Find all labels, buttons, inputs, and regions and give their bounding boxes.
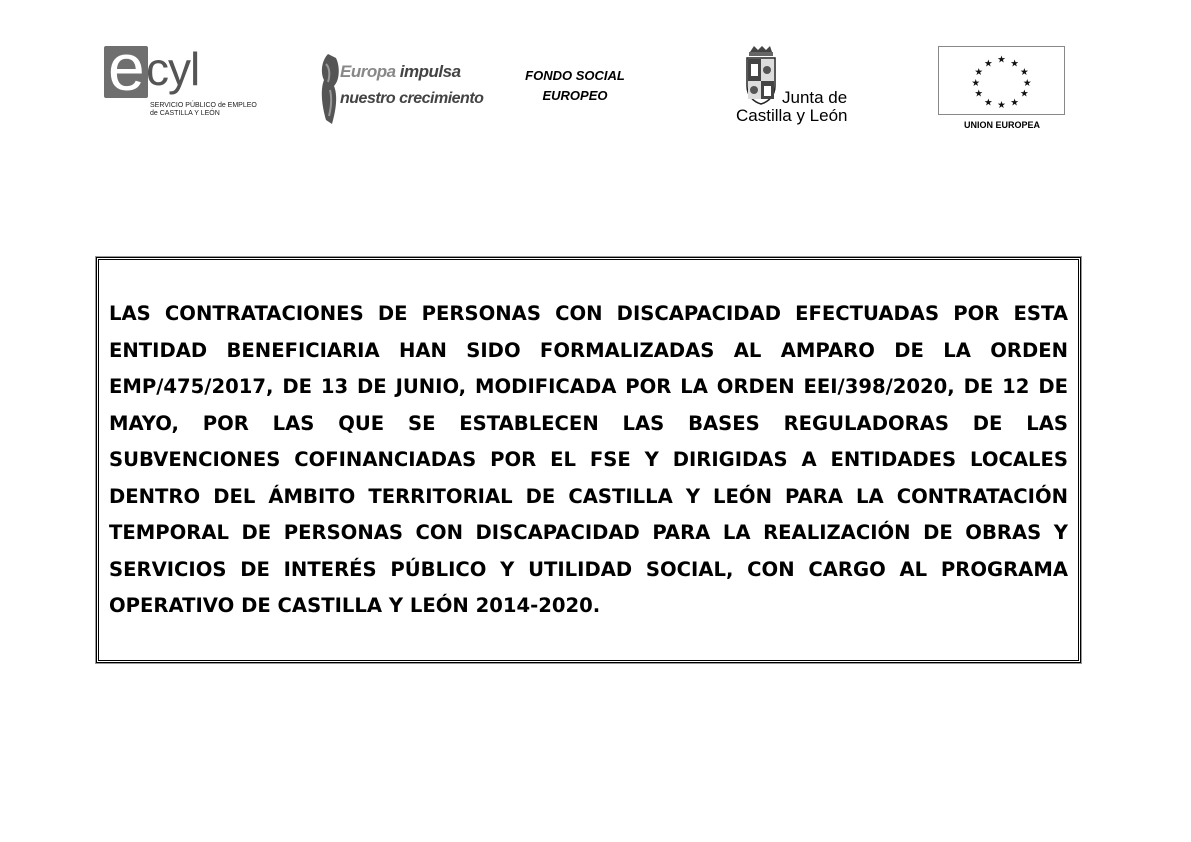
europa-tagline-line1 [340, 62, 461, 82]
svg-text:★: ★ [1019, 88, 1029, 100]
svg-text:★: ★ [1022, 77, 1032, 89]
svg-text:★: ★ [971, 77, 981, 89]
junta-castilla-leon-logo [734, 44, 864, 128]
svg-text:★: ★ [997, 54, 1006, 66]
eu-flag-icon [938, 46, 1065, 115]
eu-caption: UNION EUROPEA [963, 120, 1040, 130]
impulsa-word: impulsa [399, 62, 461, 81]
svg-text:★: ★ [1010, 97, 1019, 109]
svg-text:★: ★ [974, 67, 984, 79]
svg-text:★: ★ [984, 58, 993, 70]
junta-line2: Castilla y León [736, 106, 848, 125]
ecyl-subtitle-line2: de CASTILLA Y LEÓN [150, 110, 220, 117]
svg-text:★: ★ [1019, 67, 1029, 79]
svg-text:★: ★ [1010, 58, 1019, 70]
svg-text:★: ★ [997, 100, 1006, 112]
ecyl-subtitle-line1: SERVICIO PÚBLICO de EMPLEO [150, 102, 257, 109]
fse-line2: EUROPEO [542, 88, 608, 103]
fondo-social-europeo-label [520, 66, 630, 106]
notice-text: LAS CONTRATACIONES DE PERSONAS CON DISCAPACIDAD EFECTUADAS POR ESTA ENTIDAD BENEFICIARIA HAN SIDO FORMALIZADAS AL AMPARO DE LA ORDEN EMP/475/2017, DE 13 DE JUNIO, MODIFICADA POR LA ORDEN EEI/398/2020, DE 12 DE MAYO, POR LAS QUE SE ESTABLECEN LAS BASES REGULADORAS DE LAS SUBVENCIONES COFINANCIADAS POR EL FSE Y DIRIGIDAS A ENTIDADES LOCALES DENTRO DEL ÁMBITO TERRITORIAL DE CASTILLA Y LEÓN PARA LA CONTRATACIÓN TEMPORAL DE PERSONAS CON DISCAPACIDAD PARA LA REALIZACIÓN DE OBRAS Y SERVICIOS DE INTERÉS PÚBLICO Y UTILIDAD SOCIAL, CON CARGO AL PROGRAMA OPERATIVO DE CASTILLA Y LEÓN 2014-2020. [109, 302, 1068, 617]
svg-text:★: ★ [974, 88, 984, 100]
ecyl-e-letter: e [108, 30, 145, 104]
europa-impulsa-logo [318, 50, 484, 126]
notice-box [96, 257, 1081, 663]
ecyl-e-mark [104, 30, 148, 104]
ecyl-wordmark: cyl [146, 43, 200, 95]
fse-line1: FONDO SOCIAL [525, 68, 625, 83]
junta-line1: Junta de [782, 88, 848, 107]
coat-of-arms-icon [740, 44, 780, 108]
europa-tagline-line2: nuestro crecimiento [340, 90, 484, 107]
europa-word: Europa [340, 62, 396, 81]
union-europea-logo [938, 46, 1068, 132]
svg-text:★: ★ [984, 97, 993, 109]
ecyl-logo [104, 30, 257, 124]
